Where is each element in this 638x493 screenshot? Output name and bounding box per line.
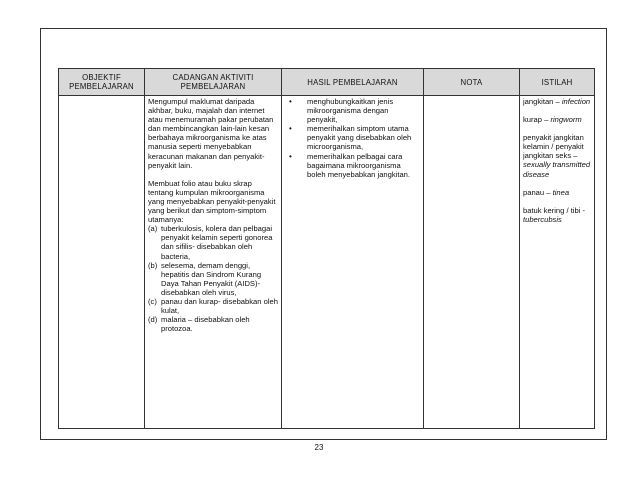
list-item: • memerihalkan pelbagai cara bagaimana mikroorganisma boleh menyebabkan jangkitan. (285, 152, 420, 179)
istilah-item (523, 97, 591, 106)
cell-hasil (282, 96, 424, 429)
header-cadangan-line2: PEMBELAJARAN (180, 82, 246, 91)
list-item-text: tuberkulosis, kolera dan pelbagai penyakit kelamin seperti gonorea dan sifilis- disebabkan oleh bacteria, (161, 224, 273, 261)
cell-objektif (59, 96, 145, 429)
istilah-item (523, 206, 591, 224)
list-item (148, 297, 278, 315)
header-objektif-line2: PEMBELAJARAN (69, 82, 134, 91)
istilah-english: sexually transmitted disease (523, 160, 591, 179)
table-row (59, 96, 595, 429)
list-item (148, 315, 278, 333)
list-item: • menghubungkaitkan jenis mikroorganisma dengan penyakit, (285, 97, 420, 124)
cell-istilah (520, 96, 595, 429)
istilah-term: panau – (523, 187, 551, 197)
list-item-text: malaria – disebabkan oleh protozoa. (161, 315, 250, 334)
istilah-english: ringworm (550, 115, 582, 125)
list-item-label: (a) (148, 224, 158, 234)
list-item-label: (d) (148, 315, 158, 325)
list-item: • memerihalkan simptom utama penyakit yang disebabkan oleh microorganisma, (285, 124, 420, 151)
list-item (148, 224, 278, 260)
cell-nota (424, 96, 520, 429)
list-item (148, 261, 278, 297)
istilah-item (523, 115, 591, 124)
list-item-label: (c) (148, 296, 157, 306)
istilah-term: batuk kering / tibi - (523, 205, 586, 215)
header-hasil: HASIL PEMBELAJARAN (282, 69, 424, 96)
istilah-item (523, 188, 591, 197)
header-cadangan-line1: CADANGAN AKTIVITI (172, 73, 254, 82)
list-item-label: (b) (148, 260, 158, 270)
cadangan-paragraph-2: Membuat folio atau buku skrap tentang kumpulan mikroorganisma yang menyebabkan penyakit-penyakit yang berikut dan simptom-simptom utamanya: (148, 178, 276, 225)
list-item-text: selesema, demam denggi, hepatitis dan Sindrom Kurang Daya Tahan Penyakit (AIDS)- disebabkan oleh virus, (161, 260, 262, 297)
cadangan-paragraph-1: Mengumpul maklumat daripada akhbar, buku, majalah dan internet atau menemuramah pakar perubatan dan membincangkan lain-lain kesan berbahaya mikroorganisma ke atas manusia seperti menyebabkan keracunan makanan dan penyakit-penyakit lain. (148, 97, 274, 170)
header-objektif (59, 69, 145, 96)
page-number: 23 (314, 443, 324, 452)
cadangan-list (148, 224, 278, 333)
istilah-term: jangkitan – (523, 97, 560, 106)
istilah-english: tubercubsis (523, 214, 562, 224)
header-cadangan (145, 69, 282, 96)
header-row (59, 69, 595, 96)
header-istilah: ISTILAH (520, 69, 595, 96)
curriculum-table (58, 68, 595, 429)
header-nota: NOTA (424, 69, 520, 96)
hasil-list (285, 97, 420, 179)
istilah-term: kurap – (523, 115, 549, 125)
istilah-term: penyakit jangkitan kelamin / penyakit jangkitan seks – (523, 133, 584, 161)
cell-cadangan (145, 96, 282, 429)
header-objektif-line1: OBJEKTIF (82, 73, 121, 82)
istilah-item (523, 133, 591, 178)
list-item-text: panau dan kurap- disebabkan oleh kulat, (161, 296, 278, 316)
istilah-english: infection (561, 97, 591, 106)
istilah-english: tinea (552, 187, 570, 197)
